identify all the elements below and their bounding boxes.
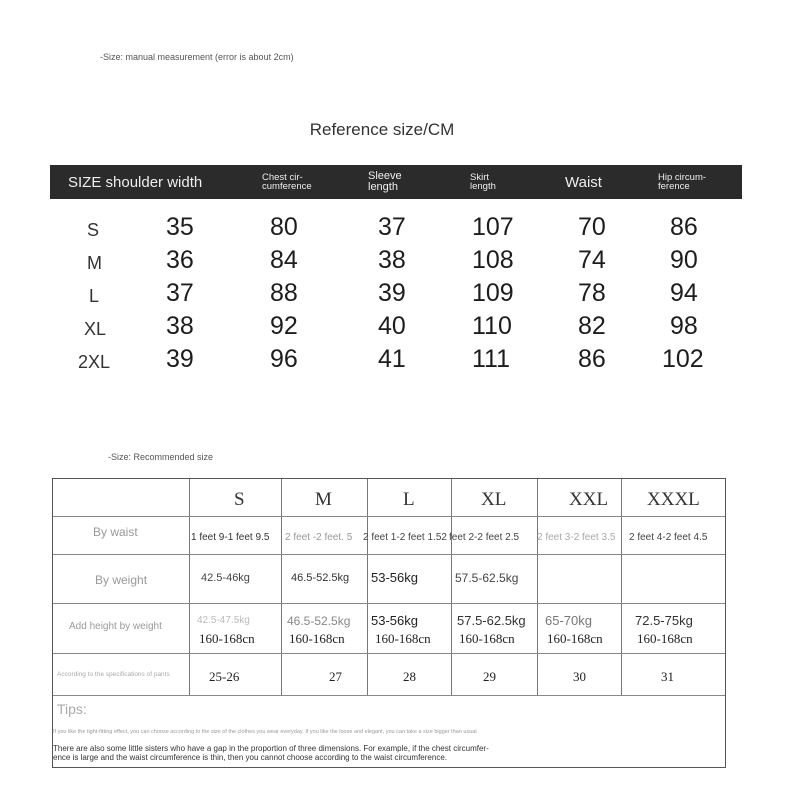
page-title: Reference size/CM	[309, 120, 455, 139]
waist-value: 2 feet 3-2 feet 3.5	[537, 532, 616, 543]
waist-cell: 82	[578, 312, 606, 340]
row-label-pants: According to the specifications of pants	[57, 671, 170, 678]
hip-cell: 90	[670, 246, 698, 274]
height-weight-cm: 160-168cn	[199, 631, 255, 646]
height-weight-kg: 53-56kg	[371, 613, 418, 628]
chest-cell: 84	[270, 246, 298, 274]
shoulder-cell: 38	[166, 312, 194, 340]
chest-cell: 88	[270, 279, 298, 307]
table-row	[50, 345, 742, 377]
waist-value: 2 feet 1-2 feet 1.52	[363, 532, 447, 543]
shoulder-cell: 35	[166, 213, 194, 241]
shoulder-cell: 39	[166, 345, 194, 373]
height-weight-kg: 65-70kg	[545, 613, 592, 628]
size-cell: M	[87, 253, 102, 273]
tips-line-1: If you like the tight-fitting effect, you can choose according to the size of the clothes you wear everyday. If you like the loose and elegant, you can take a size bigger than usual	[53, 729, 477, 735]
hip-cell: 98	[670, 312, 698, 340]
skirt-cell: 111	[472, 345, 511, 373]
weight-value: 53-56kg	[371, 570, 418, 585]
reference-table-header	[50, 165, 742, 199]
pants-value: 28	[403, 669, 416, 684]
pants-value: 27	[329, 669, 342, 684]
pants-value: 29	[483, 669, 496, 684]
height-weight-kg: 72.5-75kg	[635, 613, 693, 628]
height-weight-kg: 42.5-47.5kg	[197, 615, 250, 626]
col-head-xxxl: XXXL	[647, 489, 700, 510]
sleeve-cell: 41	[378, 345, 406, 373]
row-label-by-waist: By waist	[93, 525, 138, 539]
skirt-cell: 107	[472, 213, 514, 241]
size-cell: 2XL	[78, 352, 111, 372]
height-weight-cm: 160-168cn	[547, 631, 603, 646]
pants-value: 30	[573, 669, 586, 684]
row-label-height-weight: Add height by weight	[69, 621, 162, 632]
height-weight-cm: 160-168cn	[375, 631, 431, 646]
pants-value: 31	[661, 669, 674, 684]
col-head-xl: XL	[481, 489, 507, 510]
waist-cell: 70	[578, 213, 606, 241]
tips-line-3: ence is large and the waist circumference is thin, then you cannot choose according to the waist circumference.	[53, 753, 447, 762]
height-weight-cm: 160-168cn	[289, 631, 345, 646]
chest-cell: 80	[270, 213, 298, 241]
recommended-note: -Size: Recommended size	[108, 452, 214, 462]
shoulder-cell: 36	[166, 246, 194, 274]
header-size-shoulder: SIZE shoulder width	[68, 173, 203, 191]
hip-cell: 94	[670, 279, 698, 307]
height-weight-cm: 160-168cn	[459, 631, 515, 646]
hip-cell: 86	[670, 213, 698, 241]
weight-value: 46.5-52.5kg	[291, 572, 350, 584]
height-weight-cm: 160-168cn	[637, 631, 693, 646]
waist-value: 2 feet -2 feet. 5	[285, 532, 353, 543]
waist-value: 1 feet 9-1 feet 9.5	[191, 532, 270, 543]
table-row	[50, 279, 742, 311]
waist-value: feet 2-2 feet 2.5	[449, 532, 520, 543]
skirt-cell: 110	[472, 312, 512, 340]
waist-cell: 78	[578, 279, 606, 307]
row-label-by-weight: By weight	[95, 573, 148, 587]
skirt-cell: 109	[472, 279, 514, 307]
height-weight-kg: 57.5-62.5kg	[457, 613, 526, 628]
table-row	[50, 312, 742, 344]
sleeve-cell: 37	[378, 213, 406, 241]
sleeve-cell: 39	[378, 279, 406, 307]
size-cell: XL	[84, 319, 107, 339]
chest-cell: 96	[270, 345, 298, 373]
pants-value: 25-26	[209, 669, 240, 684]
header-hip: Hip circum- ference	[658, 171, 707, 192]
weight-value: 42.5-46kg	[201, 572, 250, 584]
size-cell: S	[87, 220, 100, 240]
header-chest: Chest cir- cumference	[262, 171, 312, 192]
weight-value: 57.5-62.5kg	[455, 571, 519, 585]
waist-cell: 86	[578, 345, 606, 373]
header-sleeve: Sleeve length	[368, 170, 402, 193]
height-weight-kg: 46.5-52.5kg	[287, 614, 351, 628]
header-waist: Waist	[565, 173, 602, 191]
waist-value: 2 feet 4-2 feet 4.5	[629, 532, 708, 543]
sleeve-cell: 38	[378, 246, 406, 274]
tips-line-2: There are also some little sisters who have a gap in the proportion of three dimensions. For example, if the chest circumfer-	[53, 744, 489, 753]
skirt-cell: 108	[472, 246, 514, 274]
recommended-size-table	[52, 478, 726, 768]
waist-cell: 74	[578, 246, 606, 274]
size-cell: L	[89, 286, 100, 306]
header-skirt: Skirt length	[470, 171, 496, 192]
table-row	[50, 246, 742, 278]
hip-cell: 102	[662, 345, 704, 373]
col-head-s: S	[234, 489, 245, 510]
sleeve-cell: 40	[378, 312, 406, 340]
tips-label: Tips:	[57, 701, 87, 717]
shoulder-cell: 37	[166, 279, 194, 307]
col-head-xxl: XXL	[569, 489, 609, 510]
col-head-l: L	[403, 489, 415, 510]
table-row	[50, 213, 742, 245]
col-head-m: M	[315, 489, 332, 510]
chest-cell: 92	[270, 312, 298, 340]
measurement-note: -Size: manual measurement (error is about 2cm)	[100, 52, 294, 62]
